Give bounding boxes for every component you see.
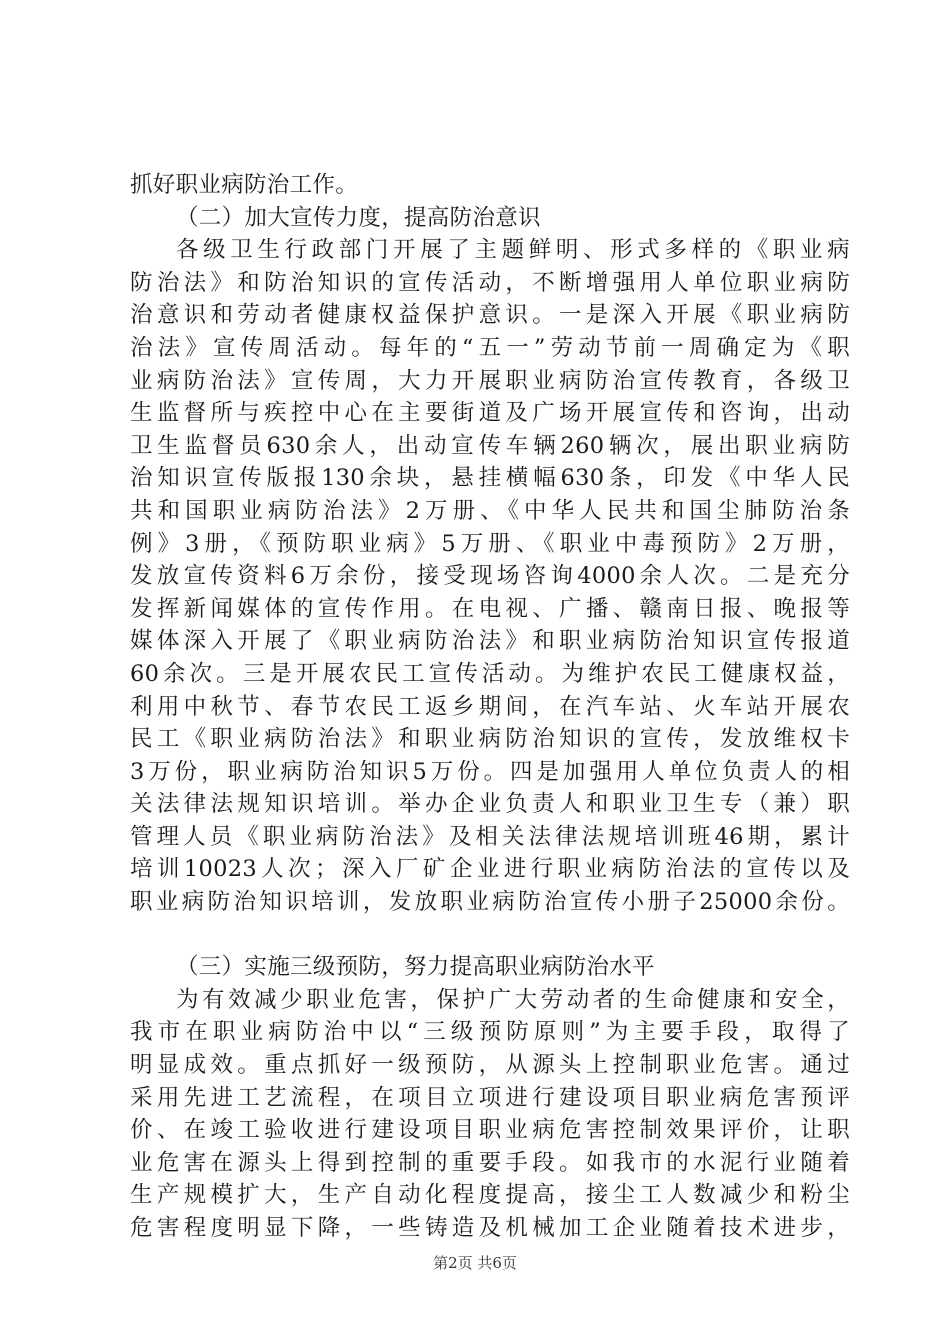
text-line: 3万份，职业病防治知识5万份。四是加强用人单位负责人的相 [130,758,850,785]
page-footer [0,1252,950,1273]
text-line: 民工《职业病防治法》和职业病防治知识的宣传，发放维权卡 [130,726,850,753]
text-line: 利用中秋节、春节农民工返乡期间，在汽车站、火车站开展农 [130,693,850,720]
text-line: 媒体深入开展了《职业病防治法》和职业病防治知识宣传报道 [130,628,850,655]
text-line: 发挥新闻媒体的宣传作用。在电视、广播、赣南日报、晚报等 [130,595,850,622]
section-heading [130,951,850,984]
text-line: 危害程度明显下降，一些铸造及机械加工企业随着技术进步， [130,1215,850,1241]
text-line: 培训10023人次；深入厂矿企业进行职业病防治法的宣传以及 [130,856,850,883]
document-body [130,169,850,1245]
text-line: 各级卫生行政部门开展了主题鲜明、形式多样的《职业病 [176,237,850,264]
text-line: 价、在竣工验收进行建设项目职业病危害控制效果评价，让职 [130,1117,850,1144]
text-line: 抓好职业病防治工作。 [130,172,359,198]
text-line: 卫生监督员630余人，出动宣传车辆260辆次，展出职业病防 [130,432,850,459]
text-line: 业危害在源头上得到控制的重要手段。如我市的水泥行业随着 [130,1149,850,1176]
paragraph [130,234,850,918]
text-line: 为有效减少职业危害，保护广大劳动者的生命健康和安全， [176,986,850,1013]
paragraph-gap [130,919,850,952]
text-line: （二）加大宣传力度，提高防治意识 [176,204,541,231]
section-heading [130,202,850,235]
text-line: 职业病防治知识培训，发放职业病防治宣传小册子25000余份。 [130,889,850,916]
text-line: 60余次。三是开展农民工宣传活动。为维护农民工健康权益， [130,660,850,687]
text-line: 我市在职业病防治中以“三级预防原则”为主要手段，取得了 [130,1019,850,1046]
text-line: 业病防治法》宣传周，大力开展职业病防治宣传教育，各级卫 [130,367,850,394]
text-line: 治意识和劳动者健康权益保护意识。一是深入开展《职业病防 [130,302,850,329]
text-line: （三）实施三级预防，努力提高职业病防治水平 [176,954,655,981]
text-line: 治法》宣传周活动。每年的“五一”劳动节前一周确定为《职 [130,334,850,361]
text-line: 例》3册，《预防职业病》5万册、《职业中毒预防》2万册， [130,530,850,557]
text-line: 管理人员《职业病防治法》及相关法律法规培训班46期，累计 [130,823,850,850]
text-line: 生监督所与疾控中心在主要街道及广场开展宣传和咨询，出动 [130,400,850,427]
text-line: 关法律法规知识培训。举办企业负责人和职业卫生专（兼）职 [130,791,850,818]
paragraph [130,169,850,202]
text-line: 共和国职业病防治法》2万册、《中华人民共和国尘肺防治条 [130,497,850,524]
text-line: 采用先进工艺流程，在项目立项进行建设项目职业病危害预评 [130,1084,850,1111]
text-line: 生产规模扩大，生产自动化程度提高，接尘工人数减少和粉尘 [130,1182,850,1209]
paragraph [130,984,850,1245]
text-line: 防治法》和防治知识的宣传活动，不断增强用人单位职业病防 [130,269,850,296]
text-line: 明显成效。重点抓好一级预防，从源头上控制职业危害。通过 [130,1052,850,1079]
page-number: 第2页 共6页 [433,1254,517,1272]
text-line: 治知识宣传版报130余块，悬挂横幅630条，印发《中华人民 [130,465,850,492]
text-line: 发放宣传资料6万余份，接受现场咨询4000余人次。二是充分 [130,563,850,590]
